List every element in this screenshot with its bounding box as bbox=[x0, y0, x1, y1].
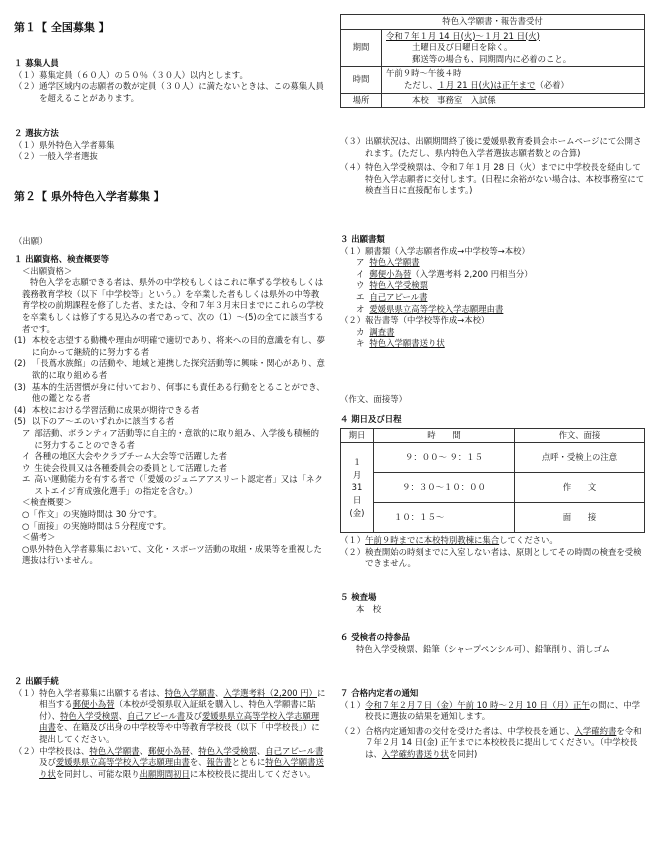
period-label: 期間 bbox=[341, 29, 382, 67]
bring-value: 特色入学受検票、鉛筆（シャープペンシル可）、鉛筆削り、消しゴム bbox=[356, 643, 611, 654]
method-item: （２） 一般入学者選抜 bbox=[14, 151, 98, 162]
section1-title: 第１【 全国募集 】 bbox=[14, 21, 110, 34]
notify-heading: ７ 合格内定者の通知 bbox=[340, 688, 419, 698]
schedule-note-1: （１） 午前９時までに本校特別教棟に集合してください。 bbox=[340, 535, 558, 546]
venue-heading: ５ 検査場 bbox=[340, 592, 377, 602]
time-cell: 午前９時～午後４時 ただし、１月 21 日(火)は正午まで（必着） bbox=[382, 67, 645, 93]
method-item: （１） 県外特色入学者募集 bbox=[14, 139, 115, 150]
document-item: ア 特色入学願書 bbox=[356, 257, 420, 268]
right-items bbox=[340, 136, 645, 197]
time-label: 時間 bbox=[341, 67, 382, 93]
place-label: 場所 bbox=[341, 93, 382, 108]
method-heading: ２ 選抜方法 bbox=[14, 128, 59, 138]
reception-table bbox=[340, 14, 645, 108]
subcondition-item: イ 各種の地区大会やクラブチーム大会等で活躍した者 bbox=[22, 451, 227, 462]
condition-item: (1) 本校を志望する動機や理由が明確で適切であり、将来への目的意識を有し、夢に向かって継続的に努力する者 bbox=[14, 335, 325, 357]
notify-section bbox=[340, 688, 645, 761]
schedule-event: 点呼・受検上の注意 bbox=[515, 443, 645, 473]
procedure-item-3: （３） 出願状況は、出願期間終了後に愛媛県教育委員会ホームページにて公開されます。(ただし、県内特色入学者選抜志願者数との合算) bbox=[340, 136, 642, 158]
schedule-note-2: （２） 検査開始の時刻までに入室しない者は、原則としてその時間の検査を受検できません。 bbox=[340, 546, 642, 569]
qualification-paragraph: 特色入学を志願できる者は、県外の中学校もしくはこれに準ずる学校もしくは義務教育学校（以下「中学校等」という。）を卒業した者もしくは県外の中等教育学校の前期課程を修了した者、または、令和７年３月末日までにこれらの学校を卒業もしくは修了する見込みの者であって、次の（1）～(5)の全てに該当する者です。 bbox=[22, 277, 324, 334]
schedule-time: ９：００～ ９：１５ bbox=[374, 443, 515, 473]
reception-title: 特色入学願書・報告書受付 bbox=[341, 15, 645, 30]
documents-heading: ３ 出願書類 bbox=[340, 234, 385, 244]
qualification-heading: １ 出願資格、検査概要等 bbox=[14, 254, 110, 264]
schedule-time: ９：３０～１０：００ bbox=[374, 473, 515, 503]
schedule-heading: ４ 期日及び日程 bbox=[340, 414, 402, 424]
subcondition-item: ウ 生徒会役員又は各種委員会の委員として活躍した者 bbox=[22, 462, 227, 473]
documents-group-1: （１）願書類（入学志願者作成→中学校等→本校） bbox=[340, 245, 530, 256]
reception-table-wrap bbox=[340, 14, 645, 108]
document-item: キ 特色入学願書送り状 bbox=[356, 338, 445, 349]
condition-item: (2) 「長蔦水族館」の活動や、地域と連携した探究活動等に興味・関心があり、意欲的に取り組める者 bbox=[14, 358, 325, 380]
schedule-section bbox=[340, 414, 645, 570]
apply-label: （出願） bbox=[14, 236, 48, 246]
schedule-col-date: 期日 bbox=[341, 428, 374, 443]
procedure-heading: ２ 出願手続 bbox=[14, 676, 59, 686]
bring-heading: ６ 受検者の持参品 bbox=[340, 632, 410, 642]
schedule-col-time: 時 間 bbox=[374, 428, 515, 443]
documents-group-2: （２）報告書等（中学校等作成→本校） bbox=[340, 315, 490, 326]
procedure-item-4: （４） 特色入学受検票は、令和７年１月 28 日（火）までに中学校長を経由して特色入学志願者に交付します。(日程に余裕がない場合は、本校事務室にて検査当日に直接配布します。) bbox=[340, 162, 645, 196]
place-value: 本校 事務室 入試係 bbox=[382, 93, 645, 108]
schedule-col-event: 作文、面接 bbox=[515, 428, 645, 443]
document-item: エ 自己アピール書 bbox=[356, 291, 428, 302]
exam-label: （作文、面接等） bbox=[340, 394, 407, 404]
schedule-event: 面 接 bbox=[515, 503, 645, 533]
recruit-section bbox=[14, 58, 326, 104]
section2-title: 第２【 県外特色入学者募集 】 bbox=[14, 190, 165, 203]
documents-section bbox=[340, 234, 645, 350]
recruit-heading: １ 募集人員 bbox=[14, 58, 59, 68]
bring-section bbox=[340, 632, 645, 655]
notes-subheading: ＜備考＞ bbox=[22, 532, 56, 543]
recruit-item: （１） 募集定員（６０人）の５０％（３０人）以内とします。 bbox=[14, 69, 248, 80]
subcondition-item: エ 高い運動能力を有する者で（「愛媛のジュニアアスリート認定者」又は「ネクストエイジ育成強化選手」の指定を含む。） bbox=[22, 474, 323, 496]
venue-section bbox=[340, 592, 645, 615]
schedule-date: １ 月 31 日 (金) bbox=[341, 443, 374, 533]
condition-item: (3) 基本的生活習慣が身に付いており、何事にも責任ある行動をとることができ、他の鑑となる者 bbox=[14, 381, 325, 404]
method-section bbox=[14, 128, 326, 163]
schedule-event: 作 文 bbox=[515, 473, 645, 503]
condition-item: (5) 以下のア～エのいずれかに該当する者 bbox=[14, 416, 175, 427]
qualification-subheading: ＜出願資格＞ bbox=[22, 265, 73, 276]
exam-overview-line: ○「作文」の実施時間は 30 分です。 bbox=[22, 509, 162, 520]
period-cell: 令和７年１月 14 日(火)～１月 21 日(火) 土曜日及び日曜日を除く。 郵送等の場合も、同期間内に必着のこと。 bbox=[382, 29, 645, 67]
qualification-section bbox=[14, 254, 326, 567]
notes-line: ○県外特色入学者募集において、文化・スポーツ活動の取組・成果等を重視した選抜は行いません。 bbox=[22, 543, 322, 566]
schedule-table bbox=[340, 428, 645, 534]
document-item: カ 調査書 bbox=[356, 326, 395, 337]
notify-item-1: （１） 令和７年２月７日（金）午前 10 時～２月 10 日（月）正午の間に、中学校長に選抜の結果を通知します。 bbox=[340, 699, 640, 722]
procedure-item-1: （１） 特色入学者募集に出願する者は、特色入学願書、入学選考料（2,200 円）に相当する郵便小為替（本校が受領県収入証紙を購入し、特色入学願書に貼付）、特色入学受検票、自己アピール書及び愛媛県県立高等学校入学志願理由書を、在籍及び出身の中学校等や中等教育学校長（以下「中学校長」）に提出してください。 bbox=[14, 687, 326, 744]
document-item: オ 愛媛県県立高等学校入学志願理由書 bbox=[356, 303, 504, 314]
subcondition-item: ア 部活動、ボランティア活動等に自主的・意欲的に取り組み、入学後も積極的に努力することのできる者 bbox=[22, 427, 319, 450]
document-item: ウ 特色入学受検票 bbox=[356, 280, 428, 291]
exam-overview-line: ○「面接」の実施時間は５分程度です。 bbox=[22, 520, 172, 531]
document-item: イ 郵便小為替（入学選考料 2,200 円相当分） bbox=[356, 268, 533, 279]
condition-item: (4) 本校における学習活動に成果が期待できる者 bbox=[14, 404, 200, 415]
procedure-section bbox=[14, 676, 326, 780]
notify-item-2: （２） 合格内定通知書の交付を受けた者は、中学校長を通じ、入学確約書を令和７年２月 14 日(金) 正午までに本校校長に提出してください。（中学校長は、入学確約書送り状を同封) bbox=[340, 725, 642, 759]
schedule-time: １０：１５～ bbox=[374, 503, 515, 533]
recruit-item: （２） 通学区域内の志願者の数が定員（３０人）に満たないときは、この募集人員を超えることがあります。 bbox=[14, 81, 324, 103]
venue-value: 本 校 bbox=[356, 603, 382, 614]
exam-overview-subheading: ＜検査概要＞ bbox=[22, 497, 73, 508]
procedure-item-2: （２） 中学校長は、特色入学願書、郵便小為替、特色入学受検票、自己アピール書及び愛媛県県立高等学校入学志願理由書を、報告書とともに特色入学願書送り状を同封し、可能な限り出願期間初日に本校校長に提出してください。 bbox=[14, 745, 324, 779]
